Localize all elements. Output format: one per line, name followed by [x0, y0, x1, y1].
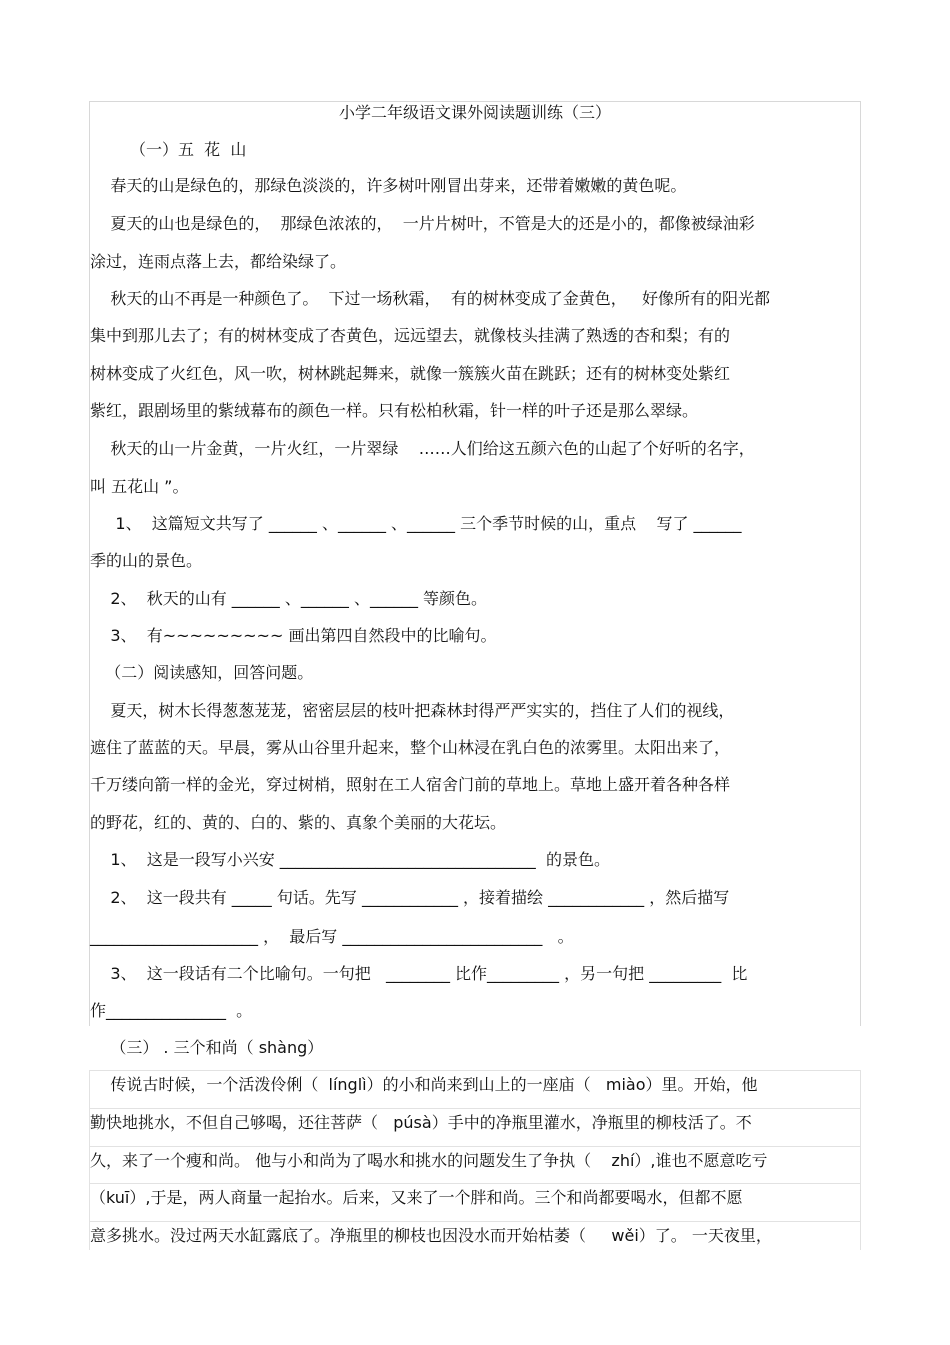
paragraph-line: 遮住了蓝蓝的天。早晨，雾从山谷里升起来，整个山林浸在乳白色的浓雾里。太阳出来了， — [90, 738, 731, 757]
question-2-3: 3、 这一段话有二个比喻句。一句把 ________ 比作_________ ，另一句把 _________ 比 — [90, 964, 748, 983]
question-2-2-cont: _____________________ ， 最后写 _________________________ 。 — [90, 927, 574, 946]
table-rule — [89, 1146, 861, 1147]
page-title: 小学二年级语文课外阅读题训练（三） — [338, 103, 611, 122]
table-rule — [860, 1070, 861, 1250]
paragraph-line: 千万缕向箭一样的金光，穿过树梢，照射在工人宿舍门前的草地上。草地上盛开着各种各样 — [90, 775, 731, 794]
table-rule — [89, 1070, 861, 1071]
question-1-2: 2、 秋天的山有 ______ 、______ 、______ 等颜色。 — [90, 589, 488, 608]
paragraph-line: 叫 五花山 ”。 — [90, 477, 189, 496]
paragraph-line: 勤快地挑水，不但自己够喝，还往菩萨（ púsà）手中的净瓶里灌水，净瓶里的柳枝活了。不 — [90, 1113, 752, 1132]
question-2-3-cont: 作_______________ 。 — [90, 1001, 253, 1020]
paragraph-line: 久，来了一个瘦和尚。 他与小和尚为了喝水和挑水的问题发生了争执（ zhí）,谁也不愿意吃亏 — [90, 1151, 768, 1170]
paragraph-line: 夏天的山也是绿色的， 那绿色浓浓的， 一片片树叶，不管是大的还是小的，都像被绿油彩 — [90, 214, 755, 233]
paragraph-line: 夏天，树木长得葱葱茏茏，密密层层的枝叶把森林封得严严实实的，挡住了人们的视线， — [90, 701, 735, 720]
table-rule — [89, 1108, 861, 1109]
table-rule — [89, 1183, 861, 1184]
paragraph-line: 的野花，红的、黄的、白的、紫的、真象个美丽的大花坛。 — [90, 813, 507, 832]
paragraph-line: 传说古时候，一个活泼伶俐（ línglì）的小和尚来到山上的一座庙（ miào）里。开始，他 — [90, 1075, 758, 1094]
table-rule — [89, 1221, 861, 1222]
question-2-2: 2、 这一段共有 _____ 句话。先写 ____________ ，接着描绘 ____________ ，然后描写 — [90, 888, 730, 907]
section2-heading: （二）阅读感知，回答问题。 — [90, 663, 314, 682]
table-rule — [89, 1070, 90, 1250]
right-rule — [860, 101, 861, 1026]
question-1-1: 1、 这篇短文共写了 ______ 、______ 、______ 三个季节时候的山，重点 写了 ______ — [90, 514, 742, 533]
paragraph-line: 春天的山是绿色的，那绿色淡淡的，许多树叶刚冒出芽来，还带着嫩嫩的黄色呢。 — [90, 176, 687, 195]
section1-heading: （一）五 花 山 — [130, 140, 247, 159]
paragraph-line: 集中到那儿去了；有的树林变成了杏黄色，远远望去，就像枝头挂满了熟透的杏和梨；有的 — [90, 326, 731, 345]
paragraph-line: 意多挑水。没过两天水缸露底了。净瓶里的柳枝也因没水而开始枯萎（ wěi）了。 一天夜里， — [90, 1226, 772, 1245]
question-2-1: 1、 这是一段写小兴安 ________________________________ 的景色。 — [90, 850, 610, 869]
question-1-3: 3、 有~~~~~~~~~ 画出第四自然段中的比喻句。 — [90, 626, 497, 645]
paragraph-line: 树林变成了火红色，风一吹，树林跳起舞来，就像一簇簇火苗在跳跃；还有的树林变处紫红 — [90, 364, 731, 383]
section3-heading: （三） . 三个和尚（ shàng） — [90, 1038, 324, 1057]
paragraph-line: 涂过，连雨点落上去，都给染绿了。 — [90, 252, 347, 271]
paragraph-line: 秋天的山不再是一种颜色了。 下过一场秋霜， 有的树林变成了金黄色， 好像所有的阳光都 — [90, 289, 770, 308]
question-1-1-cont: 季的山的景色。 — [90, 551, 203, 570]
paragraph-line: 紫红，跟剧场里的紫绒幕布的颜色一样。只有松柏秋霜，针一样的叶子还是那么翠绿。 — [90, 401, 699, 420]
paragraph-line: 秋天的山一片金黄，一片火红，一片翠绿 ……人们给这五颜六色的山起了个好听的名字， — [90, 439, 755, 458]
paragraph-line: （kuī）,于是，两人商量一起抬水。后来，又来了一个胖和尚。三个和尚都要喝水，但都不愿 — [90, 1188, 743, 1207]
